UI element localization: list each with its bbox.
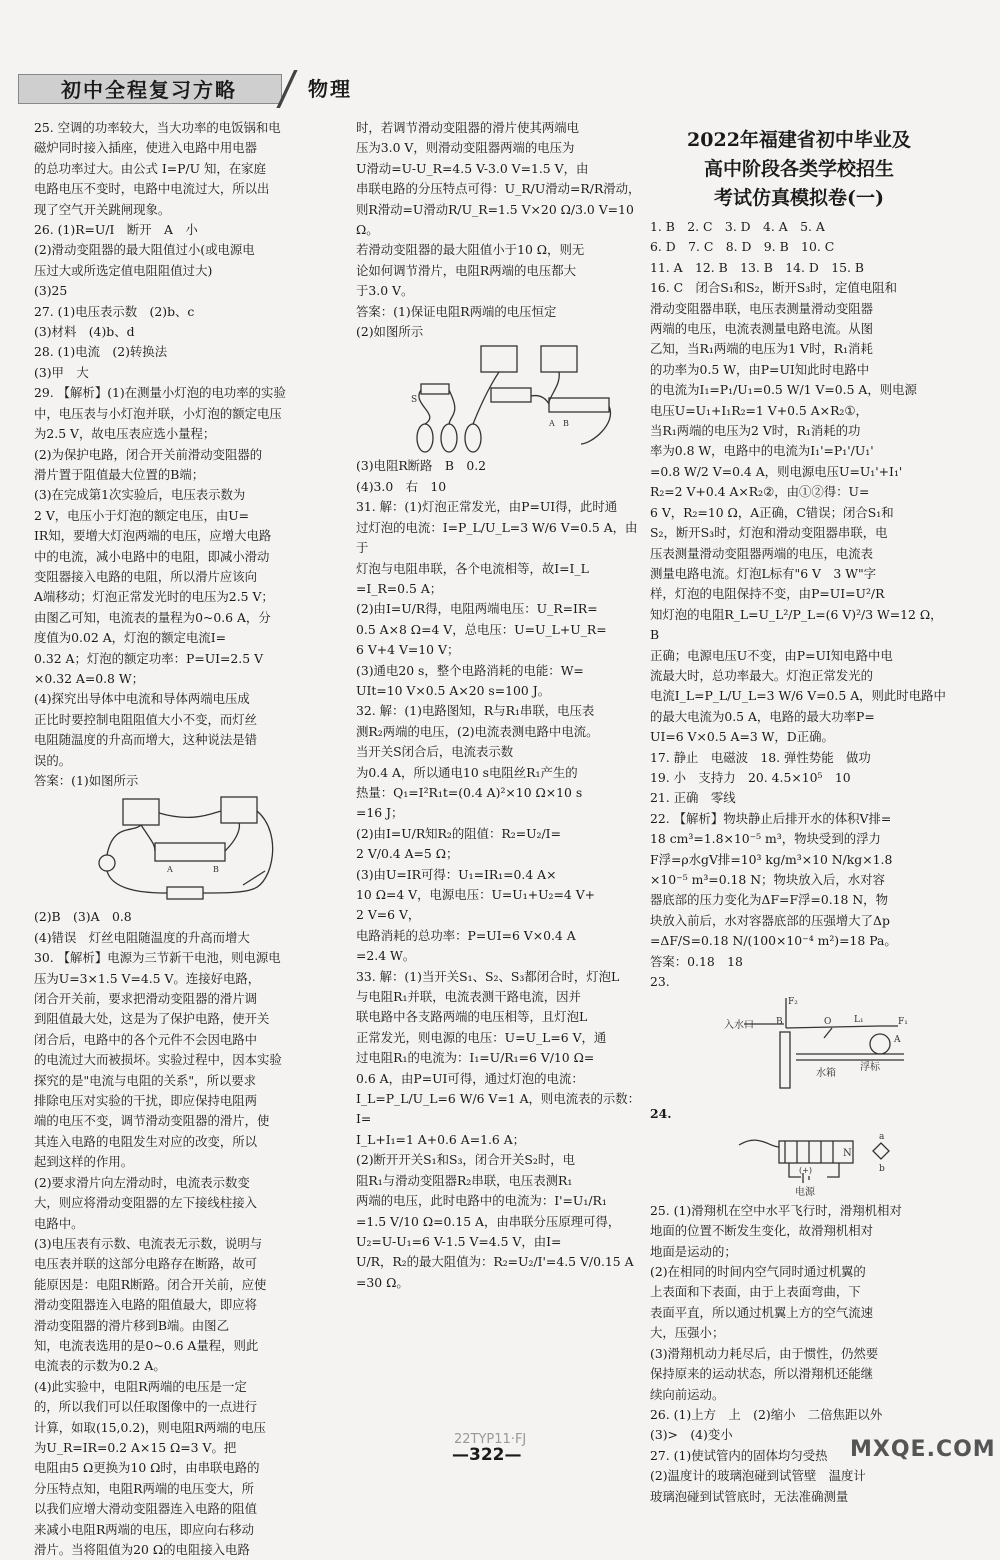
text-line: 25. 空调的功率较大，当大功率的电饭锅和电 [34, 120, 281, 135]
text-line: (2)断开开关S₁和S₃，闭合开关S₂时，电 [356, 1152, 575, 1168]
text-line: 25. (1)滑翔机在空中水平飞行时，滑翔机相对 [650, 1202, 902, 1218]
text-line: 压为U=3×1.5 V=4.5 V。连接好电路， [34, 970, 261, 986]
text-line: 26. (1)R=U/I 断开 A 小 [34, 222, 198, 238]
column-middle [356, 118, 646, 1293]
text-line: 知灯泡的电阻R_L=U_L²/P_L=(6 V)²/3 W=12 Ω，B [650, 606, 943, 643]
text-line: =0.8 W/2 V=0.4 A，则电源电压U=U₁'+I₁' [650, 463, 903, 479]
text-line: 压表测量滑动变阻器两端的电压，电流表 [650, 545, 874, 561]
exam-title: 2022年福建省初中毕业及 高中阶段各类学校招生 考试仿真模拟卷(一) [687, 129, 911, 209]
text-line: (2)温度计的玻璃泡碰到试管壁 温度计 [650, 1468, 866, 1484]
text-line: 29. 【解析】(1)在测量小灯泡的电功率的实验 [34, 385, 286, 401]
text-line: 28. (1)电流 (2)转换法 [34, 344, 168, 360]
svg-text:B: B [563, 419, 569, 429]
print-code: 22TYP11·FJ [454, 1432, 527, 1447]
text-line: 灯泡与电阻串联，各个电流相等，故I=I_L [356, 560, 589, 576]
text-line: 大，压强小； [650, 1325, 725, 1341]
site-watermark: MXQE.COM [850, 1437, 996, 1462]
text-line: 答案：0.18 18 [650, 953, 743, 969]
text-line: 度值为0.02 A，灯泡的额定电流I= [34, 630, 227, 646]
text-line: U滑动=U-U_R=4.5 V-3.0 V=1.5 V，由 [356, 160, 589, 176]
text-line: ×10⁻⁵ m³=0.18 N；物块放入后，水对容 [650, 872, 885, 887]
text-line: (4)此实验中，电阻R两端的电压是一定 [34, 1378, 247, 1394]
text-line: =1.5 V/10 Ω=0.15 A，由串联分压原理可得， [356, 1213, 621, 1229]
text-line: 地面的位置不断发生变化，故滑翔机相对 [650, 1223, 874, 1239]
text-line: 热量：Q₁=I²R₁t=(0.4 A)²×10 Ω×10 s [356, 784, 583, 800]
text-line: 过电阻R₁的电流为：I₁=U/R₁=6 V/10 Ω= [356, 1050, 595, 1066]
series-title: 初中全程复习方略 [18, 74, 282, 104]
text-line: 27. (1)使试管内的固体均匀受热 [650, 1447, 828, 1463]
text-line: 电路中。 [34, 1215, 84, 1231]
text-line: (4)探究出导体中电流和导体两端电压成 [34, 691, 250, 707]
svg-text:A: A [167, 865, 173, 875]
text-line: 21. 正确 零线 [650, 790, 736, 806]
text-line: 论如何调节滑片，电阻R两端的电压都大 [356, 262, 576, 278]
header-slash [276, 70, 298, 108]
answers-25-29 [34, 118, 352, 791]
text-line: 为2.5 V，故电压表应选小量程； [34, 426, 216, 442]
svg-text:L₁: L₁ [854, 1015, 864, 1026]
text-line: (2)由I=U/R知R₂的阻值：R₂=U₂/I= [356, 825, 561, 841]
text-line: 1. B 2. C 3. D 4. A 5. A [650, 219, 825, 234]
answers-29-30 [34, 907, 352, 1560]
text-line: 样，灯泡的电阻保持不变，由P=UI=U²/R [650, 586, 885, 602]
text-line: =ΔF/S=0.18 N/(100×10⁻⁴ m²)=18 Pa。 [650, 933, 897, 949]
text-line: 测量电路电流。灯泡L标有"6 V 3 W"字 [650, 565, 877, 581]
text-line: (2)如图所示 [356, 324, 424, 340]
page-header [18, 70, 358, 108]
text-line: 2 V/0.4 A=5 Ω； [356, 846, 459, 862]
text-line: 压为3.0 V，则滑动变阻器两端的电压为 [356, 140, 575, 156]
text-line: 分压特点知，电阻R两端的电压变大，所 [34, 1480, 254, 1496]
svg-text:浮标: 浮标 [860, 1062, 880, 1074]
text-line: UI=6 V×0.5 A=3 W，D正确。 [650, 729, 834, 745]
text-line: 阻R₁与滑动变阻器R₂串联，电压表测R₁ [356, 1172, 573, 1188]
text-line: 大，则应将滑动变阻器的左下接线柱接入 [34, 1195, 258, 1211]
text-line: 知，电流表选用的是0~0.6 A量程，则此 [34, 1337, 259, 1353]
text-line: 滑动变阻器串联，电压表测量滑动变阻器 [650, 300, 874, 316]
svg-text:b: b [879, 1163, 885, 1174]
text-line: 计算，如取(15,0.2)，则电阻R两端的电压 [34, 1419, 266, 1435]
text-line: 保持原来的运动状态，所以滑翔机还能继 [650, 1366, 874, 1382]
text-line: 26. (1)上方 上 (2)缩小 二倍焦距以外 [650, 1406, 883, 1422]
text-line: 若滑动变阻器的最大阻值小于10 Ω，则无 [356, 242, 585, 258]
svg-text:F₂: F₂ [788, 997, 798, 1008]
text-line: 与电阻R₁并联，电流表测干路电流，因并 [356, 989, 581, 1005]
text-line: 正确；电源电压U不变，由P=UI知电路中电 [650, 647, 893, 663]
text-line: (3)滑翔机动力耗尽后，由于惯性，仍然要 [650, 1345, 879, 1361]
svg-text:N: N [843, 1147, 852, 1159]
text-line: (4)错误 灯丝电阻随温度的升高而增大 [34, 929, 250, 945]
svg-text:O: O [824, 1017, 832, 1028]
text-line: 则R滑动=U滑动R/U_R=1.5 V×20 Ω/3.0 V=10 Ω。 [356, 201, 638, 238]
text-line: 压过大或所选定值电阻阻值过大) [34, 262, 213, 278]
text-line: (3)材料 (4)b、d [34, 324, 135, 340]
text-line: 电阻由5 Ω更换为10 Ω时，由串联电路的 [34, 1460, 260, 1476]
text-line: 当R₁两端的电压为2 V时，R₁消耗的功 [650, 423, 861, 439]
text-line: 探究的是"电流与电阻的关系"，所以要求 [34, 1072, 257, 1088]
text-line: 中的电流，减小电路中的电阻，即减小滑动 [34, 548, 270, 564]
text-line: (2)B (3)A 0.8 [34, 909, 132, 925]
text-line: (2)要求滑片向左滑动时，电流表示数变 [34, 1174, 250, 1190]
text-line: 变阻器接入电路的电阻，所以滑片应该向 [34, 568, 258, 584]
text-line: 6 V+4 V=10 V； [356, 642, 460, 658]
text-line: (3)电压表有示数、电流表无示数，说明与 [34, 1235, 263, 1251]
text-line: 的电流过大而被损坏。实验过程中，因本实验 [34, 1052, 282, 1068]
text-line: 17. 静止 电磁波 18. 弹性势能 做功 [650, 749, 871, 765]
text-line: 正比时要控制电阻阻值大小不变，而灯丝 [34, 711, 258, 727]
text-line: 0.6 A，由P=UI可得，通过灯泡的电流： [356, 1070, 584, 1086]
text-line: 当开关S闭合后，电流表示数 [356, 744, 514, 760]
text-line: =30 Ω。 [356, 1274, 409, 1290]
text-line: 31. 解：(1)灯泡正常发光，由P=UI得，此时通 [356, 499, 618, 515]
text-line: 电压U=U₁+I₁R₂=1 V+0.5 A×R₂①， [650, 402, 868, 418]
text-line: 到阻值最大处，这是为了保护电路，使开关 [34, 1011, 270, 1027]
text-line: 测R₂两端的电压，(2)电流表测电路中电流。 [356, 723, 599, 739]
text-line: 电流I_L=P_L/U_L=3 W/6 V=0.5 A，则此时电路中 [650, 688, 946, 704]
text-line: 上表面和下表面，由于上表面弯曲，下 [650, 1284, 861, 1300]
page-number: —322— [452, 1445, 522, 1465]
text-line: 率为0.8 W，电路中的电流为I₁'=P₁'/U₁' [650, 443, 874, 459]
text-line: 现了空气开关跳闸现象。 [34, 201, 171, 217]
text-line: 滑动变阻器的滑片移到B端。由图乙 [34, 1317, 229, 1333]
svg-text:S: S [411, 395, 418, 406]
text-line: (2)在相同的时间内空气同时通过机翼的 [650, 1264, 866, 1280]
text-line: (2)为保护电路，闭合开关前滑动变阻器的 [34, 446, 263, 462]
text-line: (3)> (4)变小 [650, 1427, 733, 1443]
text-line: R₂=2 V+0.4 A×R₂②，由①②得：U= [650, 484, 870, 500]
lever-figure-23 [684, 994, 914, 1102]
text-line: 滑动变阻器连入电路的阻值最大，即应将 [34, 1297, 258, 1313]
text-line: 续向前运动。 [650, 1386, 725, 1402]
answers-30-33 [356, 456, 646, 1293]
text-line: 10 Ω=4 V，电源电压：U=U₁+U₂=4 V+ [356, 887, 596, 902]
text-line: 22. 【解析】物块静止后排开水的体积V排= [650, 810, 892, 826]
text-line: 19. 小 支持力 20. 4.5×10⁵ 10 [650, 769, 851, 785]
text-line: 16. C 闭合S₁和S₂，断开S₃时，定值电阻和 [650, 280, 897, 296]
text-line: I_L=P_L/U_L=6 W/6 V=1 A，则电流表的示数：I= [356, 1091, 641, 1127]
text-line: 滑片。当将阻值为20 Ω的电阻接入电路 [34, 1542, 250, 1557]
text-line: =16 J； [356, 805, 404, 821]
svg-text:A: A [894, 1035, 901, 1046]
text-line: (4)3.0 右 10 [356, 478, 447, 494]
svg-text:A: A [549, 419, 555, 429]
q24-number: 24. [650, 1106, 672, 1122]
text-line: 的电流为I₁=P₁/U₁=0.5 W/1 V=0.5 A，则电源 [650, 382, 917, 398]
text-line: 的功率为0.5 W，由P=UI知此时电路中 [650, 361, 870, 377]
circuit-figure-30 [381, 344, 621, 454]
text-line: 电阻随温度的升高而增大，这种说法是错 [34, 732, 258, 748]
text-line: (3)通电20 s，整个电路消耗的电能：W= [356, 662, 584, 678]
text-line: U/R，R₂的最大阻值为：R₂=U₂/I'=4.5 V/0.15 A [356, 1254, 634, 1270]
svg-text:B: B [213, 865, 219, 875]
text-line: ×0.32 A=0.8 W； [34, 670, 145, 686]
text-line: 0.5 A×8 Ω=4 V，总电压：U=U_L+U_R= [356, 621, 607, 637]
answers-30-cont [356, 118, 646, 342]
text-line: 电路消耗的总功率：P=UI=6 V×0.4 A [356, 927, 576, 943]
text-line: 磁炉同时接入插座，使进入电路中用电器 [34, 140, 258, 156]
text-line: 过灯泡的电流：I=P_L/U_L=3 W/6 V=0.5 A，由于 [356, 519, 638, 556]
text-line: 电流表的示数为0.2 A。 [34, 1358, 166, 1374]
text-line: 两端的电压，电流表测量电路电流。从图 [650, 321, 874, 337]
text-line: 时，若调节滑动变阻器的滑片使其两端电 [356, 120, 580, 135]
text-line: 30. 【解析】电源为三节新干电池，则电源电 [34, 950, 281, 966]
text-line: S₂，断开S₃时，灯泡和滑动变阻器串联，电 [650, 525, 888, 541]
text-line: 32. 解：(1)电路图知，R与R₁串联，电压表 [356, 703, 595, 719]
text-line: A端移动；灯泡正常发光时的电压为2.5 V； [34, 589, 274, 605]
text-line: 电路电压不变时，电路中电流过大，所以出 [34, 181, 270, 197]
svg-text:(+): (+) [799, 1165, 812, 1175]
text-line: 两端的电压，此时电路中的电流为：I'=U₁/R₁ [356, 1193, 607, 1209]
text-line: 联电路中各支路两端的电压相等，且灯泡L [356, 1009, 588, 1025]
text-line: (3)在完成第1次实验后，电压表示数为 [34, 487, 246, 503]
text-line: 来减小电阻R两端的电压，即应向右移动 [34, 1521, 254, 1537]
text-line: 18 cm³=1.8×10⁻⁵ m³，物块受到的浮力 [650, 831, 881, 847]
text-line: =I_R=0.5 A； [356, 580, 443, 596]
circuit-figure-29 [93, 793, 293, 905]
text-line: 23. [650, 974, 670, 990]
text-line: (2)由I=U/R得，电阻两端电压：U_R=IR= [356, 601, 598, 617]
svg-text:电源: 电源 [795, 1186, 815, 1198]
text-line: 2 V=6 V， [356, 907, 421, 923]
text-line: 答案：(1)如图所示 [34, 773, 139, 788]
text-line: 正常发光，则电源的电压：U=U_L=6 V，通 [356, 1029, 607, 1045]
svg-text:a: a [879, 1131, 885, 1142]
text-line: 串联电路的分压特点可得：U_R/U滑动=R/R滑动， [356, 181, 641, 197]
text-line: 其连入电路的电阻发生对应的改变，所以 [34, 1133, 258, 1149]
text-line: 起到这样的作用。 [34, 1154, 134, 1170]
text-line: 2 V，电压小于灯泡的额定电压，由U= [34, 507, 250, 523]
text-line: 表面平直，所以通过机翼上方的空气流速 [650, 1304, 874, 1320]
svg-text:入水口: 入水口 [724, 1020, 754, 1032]
text-line: 11. A 12. B 13. B 14. D 15. B [650, 259, 864, 275]
text-line: 端的电压不变，调节滑动变阻器的滑片，使 [34, 1113, 270, 1129]
text-line: 27. (1)电压表示数 (2)b、c [34, 303, 195, 319]
text-line: 于3.0 V。 [356, 283, 414, 299]
text-line: 为U_R=IR=0.2 A×15 Ω=3 V。把 [34, 1439, 237, 1455]
text-line: 由图乙可知，电流表的量程为0~0.6 A，分 [34, 609, 271, 625]
text-line: I_L+I₁=1 A+0.6 A=1.6 A； [356, 1131, 526, 1147]
text-line: IR知，要增大灯泡两端的电压，应增大电路 [34, 528, 272, 544]
text-line: 中，电压表与小灯泡并联，小灯泡的额定电压 [34, 405, 282, 421]
text-line: F浮=ρ水gV排=10³ kg/m³×10 N/kg×1.8 [650, 851, 893, 867]
text-line: 0.32 A；灯泡的额定功率：P=UI=2.5 V [34, 650, 264, 666]
text-line: 的，所以我们可以任取图像中的一点进行 [34, 1399, 258, 1415]
text-line: 误的。 [34, 752, 72, 768]
text-line: 6 V，R₂=10 Ω，A正确，C错误；闭合S₁和 [650, 504, 894, 520]
text-line: 以我们应增大滑动变阻器连入电路的阻值 [34, 1501, 258, 1517]
text-line: 答案：(1)保证电阻R两端的电压恒定 [356, 303, 557, 319]
text-line: 玻璃泡碰到试管底时，无法准确测量 [650, 1488, 849, 1504]
text-line: 滑片置于阻值最大位置的B端； [34, 466, 205, 482]
text-line: (3)电阻R断路 B 0.2 [356, 458, 487, 474]
solenoid-figure-24 [699, 1127, 899, 1199]
svg-text:B: B [776, 1017, 783, 1028]
text-line: 的总功率过大。由公式 I=P/U 知，在家庭 [34, 160, 266, 176]
text-line: (3)由U=IR可得：U₁=IR₁=0.4 A× [356, 866, 557, 882]
text-line: 排除电压对实验的干扰，即应保持电阻两 [34, 1093, 258, 1109]
text-line: 能原因是：电阻R断路。闭合开关前，应使 [34, 1276, 267, 1292]
text-line: 的最大电流为0.5 A，电路的最大功率P= [650, 708, 875, 724]
text-line: 电压表并联的这部分电路存在断路，故可 [34, 1256, 258, 1272]
subject-title: 物理 [308, 77, 352, 101]
column-left [34, 118, 352, 1560]
text-line: 流最大时，总功率最大。灯泡正常发光的 [650, 667, 874, 683]
text-line: (2)滑动变阻器的最大阻值过小(或电源电 [34, 242, 255, 258]
svg-text:F₁: F₁ [898, 1017, 908, 1028]
text-line: 闭合后，电路中的各个元件不会因电路中 [34, 1031, 258, 1047]
text-line: =2.4 W。 [356, 948, 416, 964]
text-line: 器底部的压力变化为ΔF=F浮=0.18 N，物 [650, 892, 888, 908]
text-line: 为0.4 A，所以通电10 s电阻丝R₁产生的 [356, 764, 578, 780]
answers-1-23 [650, 217, 948, 992]
svg-text:水箱: 水箱 [816, 1068, 836, 1080]
text-line: 乙知，当R₁两端的电压为1 V时，R₁消耗 [650, 341, 873, 357]
text-line: (3)25 [34, 283, 68, 299]
text-line: 33. 解：(1)当开关S₁、S₂、S₃都闭合时，灯泡L [356, 968, 620, 984]
text-line: 地面是运动的； [650, 1243, 737, 1259]
text-line: (3)甲 大 [34, 364, 89, 380]
text-line: 块放入前后，水对容器底部的压强增大了Δp [650, 912, 890, 928]
text-line: 6. D 7. C 8. D 9. B 10. C [650, 239, 835, 255]
text-line: UIt=10 V×0.5 A×20 s=100 J。 [356, 682, 551, 698]
text-line: U₂=U-U₁=6 V-1.5 V=4.5 V，由I= [356, 1233, 562, 1249]
text-line: 闭合开关前，要求把滑动变阻器的滑片调 [34, 991, 258, 1007]
column-right [650, 118, 948, 1507]
